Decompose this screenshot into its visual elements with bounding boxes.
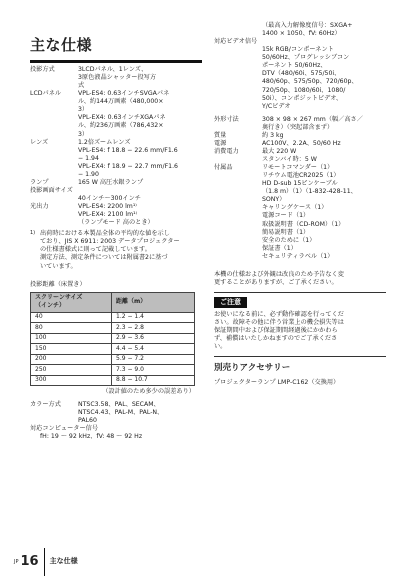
table-cell-distance: 4.4 − 5.4	[112, 344, 195, 355]
spec-row	[30, 179, 202, 187]
text-line: NTSC4.43、PAL-M、PAL-N、	[78, 409, 164, 417]
spec-value: VPL-ES4: f 18.8 − 22.6 mm/F1.6	[78, 146, 178, 154]
spec-label: カラー方式	[30, 401, 61, 409]
text-line: 測定方法、測定条件については附属書2に基づ	[40, 254, 168, 262]
table-cell-distance: 5.9 − 7.2	[112, 354, 195, 365]
spacer	[30, 195, 78, 203]
text-line: PAL60	[78, 417, 97, 425]
text-line: DTV（480/60i、575/50i、	[262, 70, 341, 78]
text-line: の仕様書様式に則って記載しています。	[40, 246, 151, 254]
spec-value: VPL-ES4: 0.63インチSVGAパネ	[78, 90, 170, 98]
footnote	[30, 230, 202, 270]
spec-value: 最大 220 W	[262, 147, 297, 155]
spec-dimensions	[214, 116, 386, 132]
spec-value-lines	[262, 132, 386, 140]
spec-value: スタンバイ時：5 W	[262, 156, 317, 163]
spec-value-lines	[78, 203, 202, 227]
text-line: 出荷時における本製品全体の平均的な値を示し	[40, 230, 170, 238]
table-row	[31, 312, 195, 323]
spec-color-system	[30, 401, 202, 425]
video-signal-label: 対応ビデオ信号	[214, 38, 258, 46]
accessory-list	[262, 164, 386, 261]
spec-value: VPL-EX4: 0.63インチXGAパネ	[78, 114, 166, 122]
table-header-size	[31, 292, 112, 312]
distance-title: 投影距離（床置き）	[30, 280, 86, 288]
spec-label: 消費電力	[214, 147, 239, 155]
accessory-item: リモートコマンダー（1）	[262, 164, 334, 172]
accessory-item: 安全のために（1）	[262, 236, 316, 244]
spec-label: 投影方式	[30, 66, 55, 73]
text-line: ず、補償はいたしかねますのでご了承くださ	[214, 335, 338, 343]
spec-value: 3）	[78, 130, 89, 138]
options-rule	[214, 356, 386, 357]
page-footer	[14, 548, 78, 576]
table-cell-size: 300	[31, 375, 112, 386]
left-column	[30, 66, 202, 442]
accessory-item: 取扱説明書（CD-ROM）（1）	[262, 220, 345, 228]
title-rule	[30, 60, 202, 63]
spec-screen-size	[30, 187, 202, 195]
spec-value: 約 3 kg	[262, 131, 284, 139]
table-cell-distance: 8.8 − 10.7	[112, 375, 195, 386]
text-line: ており、JIS X 6911: 2003 データプロジェクター	[40, 238, 180, 246]
text-line: お使いになる前に、必ず動作確認を行ってくだ	[214, 311, 344, 319]
spec-screen-size-value-row	[30, 195, 202, 203]
accessory-item: セキュリティラベル（1）	[262, 252, 334, 260]
page-title: 主な仕様	[30, 36, 93, 54]
accessory-item: キャリングケース（1）	[262, 204, 328, 212]
spec-row	[214, 132, 386, 140]
table-cell-distance: 2.3 − 2.8	[112, 323, 195, 334]
spec-accessories	[214, 164, 386, 261]
spec-row	[30, 139, 202, 179]
language-code: JP	[14, 558, 19, 565]
spec-row	[214, 148, 386, 164]
table-cell-size: 100	[31, 333, 112, 344]
spec-value-lines	[78, 139, 202, 179]
spec-value: 165 W 高圧水銀ランプ	[78, 178, 144, 186]
spec-label: 電源	[214, 139, 227, 147]
spec-pc-signal-label: 対応コンピューター信号	[30, 425, 99, 433]
text-line: （ランプモード 高のとき）	[78, 219, 154, 227]
text-line: さい。故障その他に伴う営業上の機会損失等は	[214, 319, 344, 327]
spec-label: 光出力	[30, 203, 49, 211]
text-line: 50/60Hz、プログレッシブコン	[262, 54, 350, 62]
spec-list-right	[214, 132, 386, 164]
table-cell-distance: 1.2 − 1.4	[112, 312, 195, 323]
text-line: いています。	[40, 262, 77, 270]
spec-light-output	[30, 203, 202, 227]
table-cell-size: 40	[31, 312, 112, 323]
footnote-text	[40, 230, 180, 270]
spec-value: 式	[78, 82, 85, 90]
spec-row	[30, 90, 202, 138]
text-line: 308 × 98 × 267 mm（幅／高さ／	[262, 115, 363, 123]
table-cell-size: 150	[31, 344, 112, 355]
change-notice	[214, 271, 386, 287]
table-cell-size: 80	[31, 323, 112, 334]
spec-pc-signal-value: fH: 19 〜 92 kHz、fV: 48 〜 92 Hz	[40, 433, 143, 441]
spec-row	[30, 66, 202, 90]
text-line: （最高入力解像度信号：SXGA+	[262, 22, 353, 29]
spec-label: レンズ	[30, 138, 49, 146]
footer-divider	[44, 548, 45, 576]
text-line: 更することがありますが、ご了承ください。	[214, 278, 338, 286]
accessory-item: HD D-sub 15ピンケーブル	[262, 180, 338, 188]
table-row	[31, 365, 195, 376]
spec-row	[214, 140, 386, 148]
table-cell-size: 200	[31, 354, 112, 365]
spec-value: − 1.94	[78, 154, 99, 162]
options-line: プロジェクターランプ LMP-C162（交換用）	[214, 379, 340, 387]
text-line: ポーネント 50/60Hz、	[262, 62, 327, 70]
footer-title: 主な仕様	[49, 557, 78, 566]
header-line: スクリーンサイズ	[35, 294, 83, 302]
text-line: 奥行き）（突起部含まず）	[262, 123, 334, 131]
footnote-mark: 1)	[30, 230, 36, 237]
table-note: （設計値のため多少の誤差あり）	[102, 388, 195, 396]
spec-value-lines	[262, 116, 386, 132]
spec-value-lines	[78, 66, 202, 90]
table-header-row	[31, 292, 195, 312]
spec-value: ル、約144万画素（480,000×	[78, 98, 164, 106]
spec-value: 1.2倍ズームレンズ	[78, 138, 131, 146]
text-line: 1400 × 1050、fV: 60Hz）	[262, 30, 341, 38]
max-resolution	[214, 22, 386, 38]
spec-label: ランプ	[30, 178, 49, 186]
text-line: VPL-ES4: 2200 lm¹⁾	[78, 203, 137, 211]
spec-value: − 1.90	[78, 170, 99, 178]
accessory-item: 保証書（1）	[262, 244, 297, 252]
table-row	[31, 375, 195, 386]
spec-value: 3原色液晶シャッター投写方	[78, 74, 157, 82]
accessory-item: （1.8 m）（1）（1-832-428-11、	[262, 188, 357, 196]
accessory-item: リチウム電池CR2025（1）	[262, 172, 340, 180]
accessory-item: 電源コード（1）	[262, 212, 310, 220]
text-line: 50i）、コンポジットビデオ、	[262, 94, 343, 102]
table-cell-distance: 2.9 − 3.6	[112, 333, 195, 344]
header-line: （インチ）	[35, 302, 66, 310]
text-line: Y/Cビデオ	[262, 102, 291, 110]
text-line: 720/50p、1080/60i、1080/	[262, 86, 346, 94]
spec-label: 付属品	[214, 164, 233, 172]
table-row	[31, 354, 195, 365]
table-cell-distance: 7.3 − 9.0	[112, 365, 195, 376]
text-line: い。	[214, 343, 227, 351]
accessory-item: 簡易説明書（1）	[262, 228, 310, 236]
spec-value: ル、約236万画素（786,432×	[78, 122, 164, 130]
caution-rule	[214, 292, 386, 293]
table-header-distance: 距離（m）	[112, 292, 195, 312]
distance-table	[30, 292, 195, 387]
spec-value-lines	[262, 140, 386, 148]
caution-text	[214, 311, 386, 351]
spec-value-lines	[78, 401, 202, 425]
table-cell-size: 250	[31, 365, 112, 376]
spec-label: 外形寸法	[214, 115, 239, 123]
spec-value-lines	[262, 148, 386, 164]
spec-value: VPL-EX4: f 18.9 − 22.7 mm/F1.6	[78, 162, 178, 170]
table-row	[31, 333, 195, 344]
text-line: 480/60p、575/50p、720/60p、	[262, 78, 358, 86]
spec-value-lines	[78, 179, 202, 187]
right-column	[214, 22, 386, 387]
spec-value: 40インチ〜300インチ	[78, 195, 141, 202]
spec-value-lines	[78, 90, 202, 138]
spec-list-left	[30, 66, 202, 187]
accessory-item: SONY）	[262, 196, 286, 204]
spec-value: 3LCDパネル、1レンズ、	[78, 66, 148, 73]
caution-title: ご注意	[214, 297, 247, 308]
video-signal-values	[214, 46, 386, 111]
spec-label: 投影画面サイズ	[30, 186, 73, 194]
spec-label: LCDパネル	[30, 90, 62, 98]
text-line: 保証期間中および保証期間経過後にかかわら	[214, 327, 338, 335]
table-row	[31, 344, 195, 355]
spec-label: 質量	[214, 131, 227, 139]
spec-value: 3）	[78, 106, 89, 114]
spec-value: AC100V、2.2A、50/60 Hz	[262, 139, 341, 147]
table-row	[31, 323, 195, 334]
text-line: NTSC3.58、PAL、SECAM、	[78, 401, 160, 409]
page-number: 16	[20, 553, 39, 569]
options-title: 別売りアクセサリー	[214, 363, 291, 374]
text-line: VPL-EX4: 2100 lm¹⁾	[78, 211, 138, 219]
text-line: 15k RGB/コンポーネント	[262, 46, 334, 54]
text-line: 本機の仕様および外観は改良のため予告なく変	[214, 270, 344, 278]
